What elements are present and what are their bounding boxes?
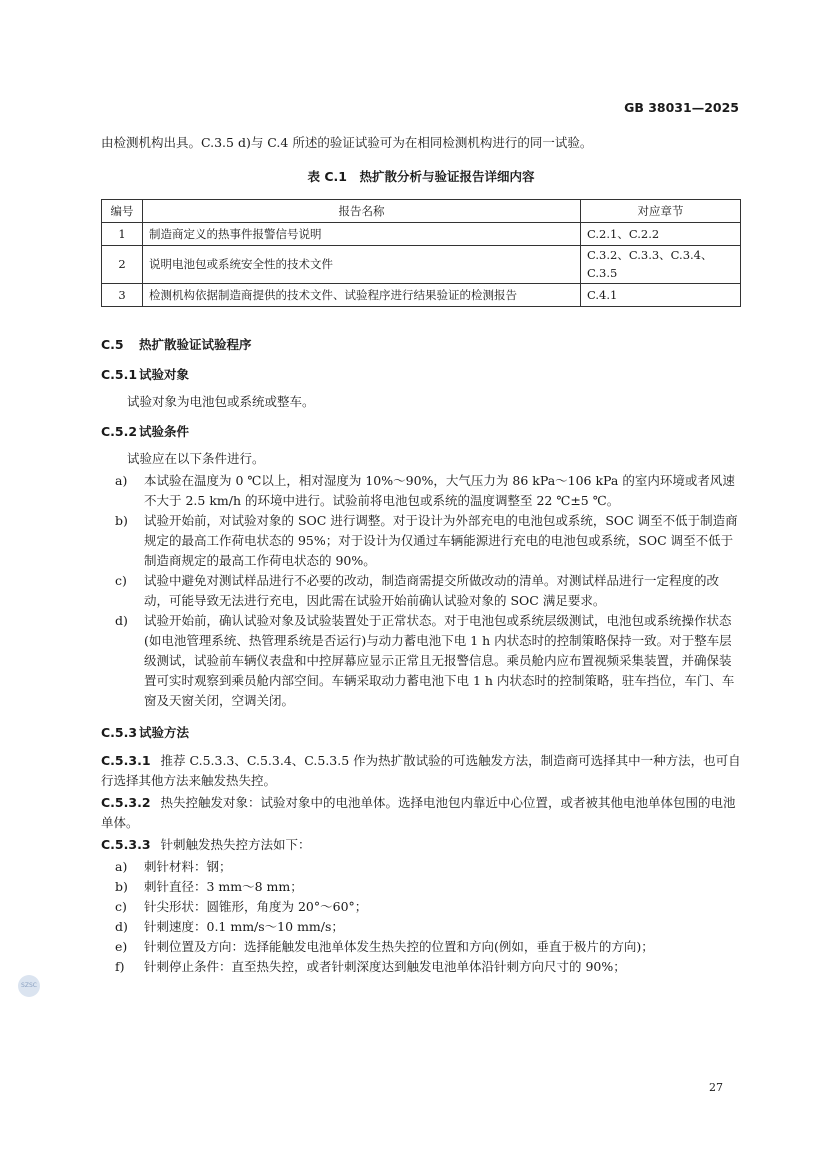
col-header-number: 编号	[102, 200, 143, 223]
clause-text: 热失控触发对象：试验对象中的电池单体。选择电池包内靠近中心位置，或者被其他电池单体包围的电池单体。	[101, 794, 736, 830]
list-item	[115, 877, 741, 897]
item-text: 针刺速度：0.1 mm/s～10 mm/s；	[144, 918, 344, 934]
c533-paragraph	[101, 835, 741, 855]
section-title: 试验方法	[139, 724, 190, 740]
item-text: 针刺停止条件：直至热失控，或者针刺深度达到触发电池单体沿针刺方向尺寸的 90%；	[144, 958, 626, 974]
item-text: 刺针直径：3 mm～8 mm；	[144, 878, 303, 894]
c52-paragraph: 试验应在以下条件进行。	[127, 450, 265, 466]
cell-report-name: 说明电池包或系统安全性的技术文件	[143, 246, 581, 284]
section-heading-c53	[101, 723, 741, 743]
item-text: 试验开始前，确认试验对象及试验装置处于正常状态。对于电池包或系统层级测试，电池包或系统操作状态(如电池管理系统、热管理系统是否运行)与动力蓄电池下电 1 h 内状态时的控制策略保持一致。对于整车层级测试，试验前车辆仪表盘和中控屏幕应显示正常且无报警信息。乘员舱内应布置视频采集装置，并确保装置可实时观察到乘员舱内部空间。车辆采取动力蓄电池下电 1 h 内状态时的控制策略，驻车挡位，车门、车窗及天窗关闭，空调关闭。	[144, 612, 735, 708]
report-table	[101, 199, 741, 307]
section-heading-c5	[101, 335, 741, 355]
cell-number: 1	[102, 223, 143, 246]
cell-report-name: 检测机构依据制造商提供的技术文件、试验程序进行结果验证的检测报告	[143, 283, 581, 306]
section-title: 试验条件	[139, 423, 190, 439]
cell-report-name: 制造商定义的热事件报警信号说明	[143, 223, 581, 246]
c531-paragraph	[101, 751, 741, 791]
item-label: f)	[115, 958, 125, 974]
item-label: b)	[115, 512, 128, 528]
clause-text: 针刺触发热失控方法如下：	[160, 836, 311, 852]
list-item	[115, 611, 741, 711]
section-number: C.5.1	[101, 366, 138, 382]
watermark-logo: SZSC	[18, 975, 40, 997]
section-heading-c51	[101, 365, 741, 385]
section-heading-c52	[101, 422, 741, 442]
list-item	[115, 511, 741, 571]
item-text: 刺针材料：钢；	[144, 858, 232, 874]
list-item	[115, 917, 741, 937]
item-label: d)	[115, 918, 128, 934]
item-text: 试验中避免对测试样品进行不必要的改动，制造商需提交所做改动的清单。对测试样品进行一定程度的改动，可能导致无法进行充电，因此需在试验开始前确认试验对象的 SOC 满足要求。	[144, 572, 720, 608]
item-text: 针刺位置及方向：选择能触发电池单体发生热失控的位置和方向(例如，垂直于极片的方向)；	[144, 938, 654, 954]
item-label: c)	[115, 572, 127, 588]
table-row	[102, 283, 741, 306]
item-label: a)	[115, 472, 128, 488]
list-item	[115, 957, 741, 977]
table-row	[102, 223, 741, 246]
list-item	[115, 937, 741, 957]
intro-paragraph: 由检测机构出具。C.3.5 d)与 C.4 所述的验证试验可为在相同检测机构进行的同一试验。	[101, 135, 593, 150]
col-header-report-name: 报告名称	[143, 200, 581, 223]
c532-paragraph	[101, 793, 741, 833]
list-item	[115, 471, 741, 511]
item-label: e)	[115, 938, 128, 954]
table-header-row	[102, 200, 741, 223]
standard-code: GB 38031—2025	[624, 100, 739, 115]
item-label: a)	[115, 858, 128, 874]
list-item	[115, 571, 741, 611]
item-text: 试验开始前，对试验对象的 SOC 进行调整。对于设计为外部充电的电池包或系统，SOC 调至不低于制造商规定的最高工作荷电状态的 95%；对于设计为仅通过车辆能源进行充电的电池包或系统，SOC 调至不低于制造商规定的最高工作荷电状态的 90%。	[144, 512, 738, 568]
section-number: C.5.3	[101, 724, 138, 740]
cell-number: 3	[102, 283, 143, 306]
needle-method-list	[101, 857, 741, 977]
item-text: 本试验在温度为 0 ℃以上，相对湿度为 10%～90%，大气压力为 86 kPa～106 kPa 的室内环境或者风速不大于 2.5 km/h 的环境中进行。试验前将电池包或系统的温度调整至 22 ℃±5 ℃。	[144, 472, 735, 508]
clause-number: C.5.3.3	[101, 836, 151, 852]
cell-number: 2	[102, 246, 143, 284]
item-label: d)	[115, 612, 128, 628]
section-number: C.5	[101, 336, 124, 352]
item-text: 针尖形状：圆锥形，角度为 20°～60°；	[144, 898, 368, 914]
page-content	[101, 133, 741, 977]
table-row	[102, 246, 741, 284]
table-caption: 表 C.1 热扩散分析与验证报告详细内容	[307, 169, 535, 184]
section-title: 热扩散验证试验程序	[139, 336, 252, 352]
clause-number: C.5.3.1	[101, 752, 151, 768]
list-item	[115, 897, 741, 917]
col-header-section: 对应章节	[581, 200, 741, 223]
clause-number: C.5.3.2	[101, 794, 151, 810]
section-title: 试验对象	[139, 366, 190, 382]
item-label: b)	[115, 878, 128, 894]
c51-paragraph: 试验对象为电池包或系统或整车。	[127, 393, 315, 409]
item-label: c)	[115, 898, 127, 914]
list-item	[115, 857, 741, 877]
cell-section: C.2.1、C.2.2	[581, 223, 741, 246]
conditions-list	[101, 471, 741, 711]
cell-section: C.4.1	[581, 283, 741, 306]
section-number: C.5.2	[101, 423, 138, 439]
clause-text: 推荐 C.5.3.3、C.5.3.4、C.5.3.5 作为热扩散试验的可选触发方法，制造商可选择其中一种方法，也可自行选择其他方法来触发热失控。	[101, 752, 741, 788]
page-number: 27	[709, 1081, 723, 1094]
cell-section: C.3.2、C.3.3、C.3.4、C.3.5	[581, 246, 741, 284]
